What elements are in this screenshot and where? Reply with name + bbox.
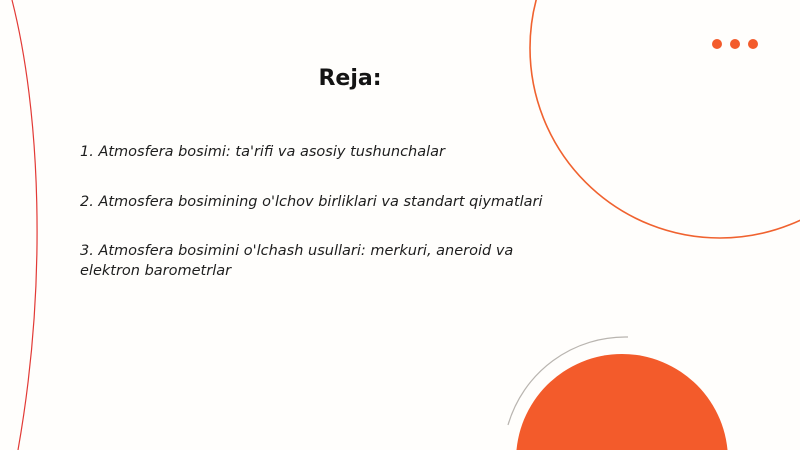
dot-icon [748, 39, 758, 49]
dot-icon [712, 39, 722, 49]
plan-item-3: 3. Atmosfera bosimini o'lchash usullari: merkuri, aneroid va elektron barometrlar [80, 243, 514, 279]
three-dots-icon [712, 39, 758, 50]
slide-title: Reja: [318, 66, 382, 91]
bottom-filled-circle [516, 354, 728, 450]
plan-item-2: 2. Atmosfera bosimining o'lchov birliklari va standart qiymatlari [80, 194, 543, 210]
dot-icon [730, 39, 740, 49]
plan-item-1: 1. Atmosfera bosimi: ta'rifi va asosiy tushunchalar [80, 144, 445, 160]
